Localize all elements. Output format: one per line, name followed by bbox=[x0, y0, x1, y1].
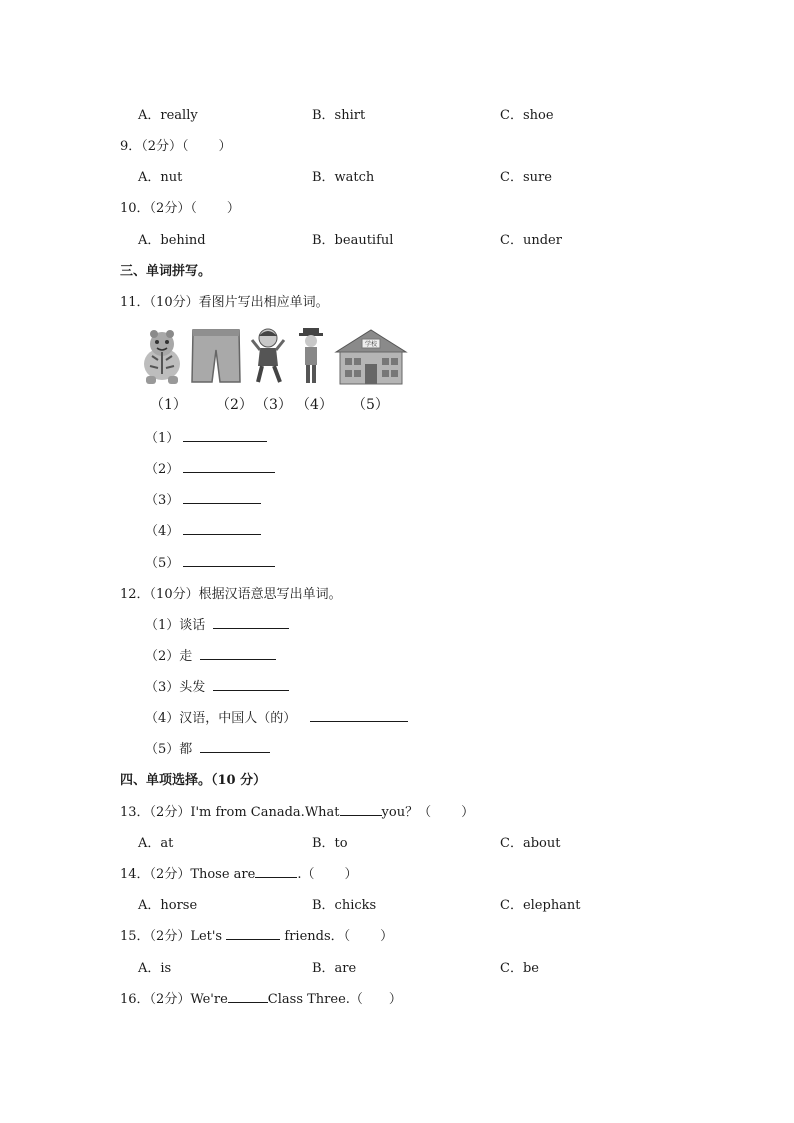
picture-label-3: （3） bbox=[255, 397, 292, 413]
section-4-heading: 四、单项选择。（10 分） bbox=[120, 773, 267, 788]
question-15 bbox=[120, 925, 393, 944]
q12-item-label: （1）谈话 bbox=[145, 618, 206, 633]
q12-item-1 bbox=[145, 614, 289, 633]
question-12-stem: 12．（10分）根据汉语意思写出单词。 bbox=[120, 587, 342, 602]
q11-item-3 bbox=[145, 489, 261, 508]
tiger-image bbox=[138, 326, 186, 386]
q8-option-c: C．shoe bbox=[500, 108, 554, 123]
answer-blank[interactable] bbox=[213, 615, 289, 629]
q12-item-label: （4）汉语，中国人（的） bbox=[145, 711, 297, 726]
q10-option-a: A．behind bbox=[138, 233, 206, 248]
q11-item-5 bbox=[145, 552, 275, 571]
answer-blank[interactable] bbox=[255, 865, 297, 878]
q12-item-3 bbox=[145, 676, 289, 695]
q15-option-b: B．are bbox=[312, 961, 357, 976]
shorts-image bbox=[190, 326, 242, 386]
question-16-stem: 16．（2分）We're bbox=[120, 992, 228, 1007]
q13-option-b: B．to bbox=[312, 836, 348, 851]
question-14-stem-end: .（ bbox=[297, 867, 315, 882]
question-10-stem: 10．（2分）（ bbox=[120, 201, 197, 216]
school-sign-text: 学校 bbox=[364, 341, 378, 348]
q13-option-c: C．about bbox=[500, 836, 561, 851]
answer-blank[interactable] bbox=[200, 739, 270, 753]
q8-option-b: B．shirt bbox=[312, 108, 366, 123]
q12-item-5 bbox=[145, 738, 270, 757]
question-13 bbox=[120, 801, 474, 820]
question-14-close: ） bbox=[344, 867, 358, 882]
school-image bbox=[334, 326, 408, 386]
q9-option-c: C．sure bbox=[500, 170, 552, 185]
q10-option-b: B．beautiful bbox=[312, 233, 394, 248]
answer-blank[interactable] bbox=[213, 677, 289, 691]
question-15-stem: 15．（2分）Let's bbox=[120, 929, 223, 944]
q12-item-label: （5）都 bbox=[145, 742, 193, 757]
q9-option-b: B．watch bbox=[312, 170, 375, 185]
q11-item-label: （5） bbox=[145, 556, 180, 571]
q11-item-label: （3） bbox=[145, 493, 180, 508]
q12-item-label: （2）走 bbox=[145, 649, 193, 664]
answer-blank[interactable] bbox=[226, 927, 280, 940]
q11-item-1 bbox=[145, 427, 267, 446]
question-15-stem-end: friends．（ bbox=[284, 929, 351, 944]
question-11-stem: 11．（10分）看图片写出相应单词。 bbox=[120, 295, 329, 310]
man-image bbox=[296, 326, 326, 386]
q11-item-label: （1） bbox=[145, 431, 180, 446]
answer-blank[interactable] bbox=[310, 708, 408, 722]
q11-item-2 bbox=[145, 458, 275, 477]
q9-option-a: A．nut bbox=[138, 170, 183, 185]
answer-blank[interactable] bbox=[228, 990, 268, 1003]
question-16 bbox=[120, 988, 402, 1007]
answer-blank[interactable] bbox=[200, 646, 276, 660]
answer-blank[interactable] bbox=[183, 490, 261, 504]
question-14 bbox=[120, 863, 358, 882]
question-13-close: ） bbox=[461, 805, 475, 820]
question-16-close: ） bbox=[388, 992, 402, 1007]
q14-option-b: B．chicks bbox=[312, 898, 377, 913]
question-15-close: ） bbox=[380, 929, 394, 944]
question-16-stem-end: Class Three.（ bbox=[267, 992, 363, 1007]
answer-blank[interactable] bbox=[340, 803, 382, 816]
question-13-stem: 13．（2分）I'm from Canada.What bbox=[120, 805, 340, 820]
answer-blank[interactable] bbox=[183, 428, 267, 442]
question-9-stem: 9．（2分）（ bbox=[120, 139, 189, 154]
q13-option-a: A．at bbox=[138, 836, 174, 851]
question-13-stem-end: you？（ bbox=[381, 805, 432, 820]
q10-option-c: C．under bbox=[500, 233, 562, 248]
picture-label-4: （4） bbox=[296, 397, 333, 413]
picture-label-2: （2） bbox=[216, 397, 253, 413]
section-3-heading: 三、单词拼写。 bbox=[120, 264, 212, 279]
picture-label-5: （5） bbox=[352, 397, 389, 413]
question-14-stem: 14．（2分）Those are bbox=[120, 867, 256, 882]
boy-image bbox=[250, 326, 286, 386]
answer-blank[interactable] bbox=[183, 521, 261, 535]
q11-item-4 bbox=[145, 520, 261, 539]
q14-option-a: A．horse bbox=[138, 898, 198, 913]
q8-option-a: A．really bbox=[138, 108, 198, 123]
question-10-close: ） bbox=[226, 201, 240, 216]
q11-item-label: （2） bbox=[145, 462, 180, 477]
answer-blank[interactable] bbox=[183, 553, 275, 567]
question-9-close: ） bbox=[218, 139, 232, 154]
answer-blank[interactable] bbox=[183, 459, 275, 473]
q15-option-a: A．is bbox=[138, 961, 172, 976]
question-10 bbox=[120, 197, 240, 216]
question-9 bbox=[120, 135, 232, 154]
q15-option-c: C．be bbox=[500, 961, 539, 976]
q11-item-label: （4） bbox=[145, 524, 180, 539]
q14-option-c: C．elephant bbox=[500, 898, 581, 913]
q12-item-4 bbox=[145, 707, 408, 726]
q12-item-label: （3）头发 bbox=[145, 680, 206, 695]
q12-item-2 bbox=[145, 645, 276, 664]
picture-label-1: （1） bbox=[150, 397, 187, 413]
